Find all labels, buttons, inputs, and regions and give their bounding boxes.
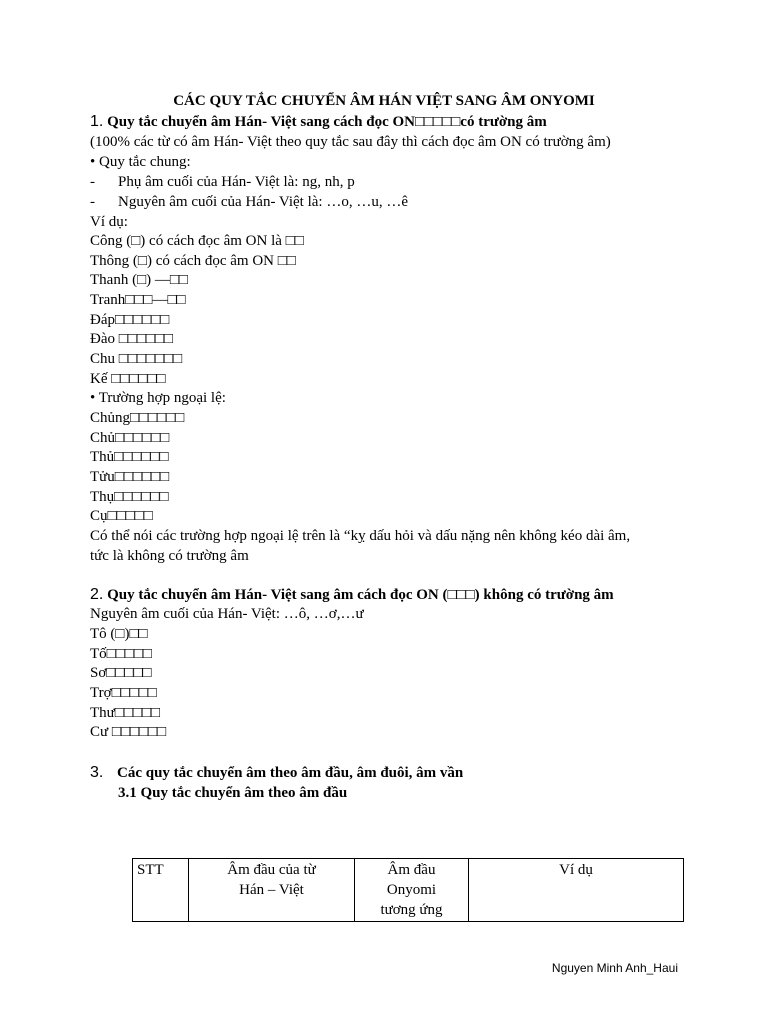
table-header-stt: STT bbox=[133, 859, 189, 922]
table-header-row bbox=[133, 859, 684, 922]
example-line: Công (□) có cách đọc âm ON là □□ bbox=[90, 233, 304, 249]
rule-item-2-text: Nguyên âm cuối của Hán- Việt là: …o, …u, …ê bbox=[118, 194, 408, 210]
example-line: Đáp□□□□□□ bbox=[90, 312, 170, 328]
table-header-sino-vietnamese-onset: Âm đầu của từ Hán – Việt bbox=[189, 859, 355, 922]
section3-heading-text: Các quy tắc chuyển âm theo âm đầu, âm đuôi, âm vần bbox=[117, 765, 464, 781]
example-line: Đào □□□□□□ bbox=[90, 331, 174, 347]
section1-heading bbox=[90, 113, 547, 131]
rule-item-1: - Phụ âm cuối của Hán- Việt là: ng, nh, p bbox=[90, 174, 355, 190]
section3-heading bbox=[90, 764, 463, 782]
general-rule-label: • Quy tắc chung: bbox=[90, 154, 191, 170]
conclusion-line-2: tức là không có trường âm bbox=[90, 548, 249, 564]
exception-line: Chủ□□□□□□ bbox=[90, 430, 170, 446]
exception-line: Thụ□□□□□□ bbox=[90, 489, 169, 505]
example-label: Ví dụ: bbox=[90, 214, 128, 230]
onset-rules-table bbox=[132, 858, 684, 922]
section2-example: Tô (□)□□ bbox=[90, 626, 148, 642]
section2-example: Tố□□□□□ bbox=[90, 646, 152, 662]
exception-line: Tửu□□□□□□ bbox=[90, 469, 170, 485]
footer-author: Nguyen Minh Anh_Haui bbox=[551, 961, 678, 975]
rule-item-2: - Nguyên âm cuối của Hán- Việt là: …o, …u, …ê bbox=[90, 194, 408, 210]
section2-example: Trợ□□□□□ bbox=[90, 685, 157, 701]
exception-label: • Trường hợp ngoại lệ: bbox=[90, 390, 226, 406]
example-line: Kế □□□□□□ bbox=[90, 371, 166, 387]
table-header-onyomi-onset: Âm đầu Onyomi tương ứng bbox=[355, 859, 469, 922]
section2-heading-text: Quy tắc chuyển âm Hán- Việt sang âm cách đọc ON (□□□) không có trường âm bbox=[107, 587, 614, 603]
section1-heading-text: Quy tắc chuyển âm Hán- Việt sang cách đọc ON□□□□□có trường âm bbox=[107, 114, 547, 130]
section2-rule: Nguyên âm cuối của Hán- Việt: …ô, …ơ,…ư bbox=[90, 606, 364, 622]
example-line: Thanh (□) —□□ bbox=[90, 272, 188, 288]
section1-number: 1. bbox=[90, 113, 104, 130]
rule-item-1-text: Phụ âm cuối của Hán- Việt là: ng, nh, p bbox=[118, 174, 355, 190]
exception-line: Thủ□□□□□□ bbox=[90, 449, 169, 465]
example-line: Thông (□) có cách đọc âm ON □□ bbox=[90, 253, 296, 269]
section2-example: Cư □□□□□□ bbox=[90, 724, 167, 740]
section2-example: Thư□□□□□ bbox=[90, 705, 161, 721]
table-header-example: Ví dụ bbox=[469, 859, 684, 922]
example-line: Tranh□□□—□□ bbox=[90, 292, 186, 308]
conclusion-line-1: Có thể nói các trường hợp ngoại lệ trên là “kỵ dấu hỏi và dấu nặng nên không kéo dài âm, bbox=[90, 528, 631, 544]
exception-line: Cụ□□□□□ bbox=[90, 508, 153, 524]
section2-number: 2. bbox=[90, 586, 104, 603]
section2-example: Sơ□□□□□ bbox=[90, 665, 152, 681]
document-title: CÁC QUY TẮC CHUYỂN ÂM HÁN VIỆT SANG ÂM ONYOMI bbox=[173, 93, 595, 109]
example-line: Chu □□□□□□□ bbox=[90, 351, 183, 367]
section3-subheading: 3.1 Quy tắc chuyển âm theo âm đầu bbox=[118, 785, 348, 801]
section3-number: 3. bbox=[90, 764, 104, 781]
exception-line: Chủng□□□□□□ bbox=[90, 410, 185, 426]
section2-heading bbox=[90, 586, 614, 604]
section1-note: (100% các từ có âm Hán- Việt theo quy tắc sau đây thì cách đọc âm ON có trường âm) bbox=[90, 134, 611, 150]
